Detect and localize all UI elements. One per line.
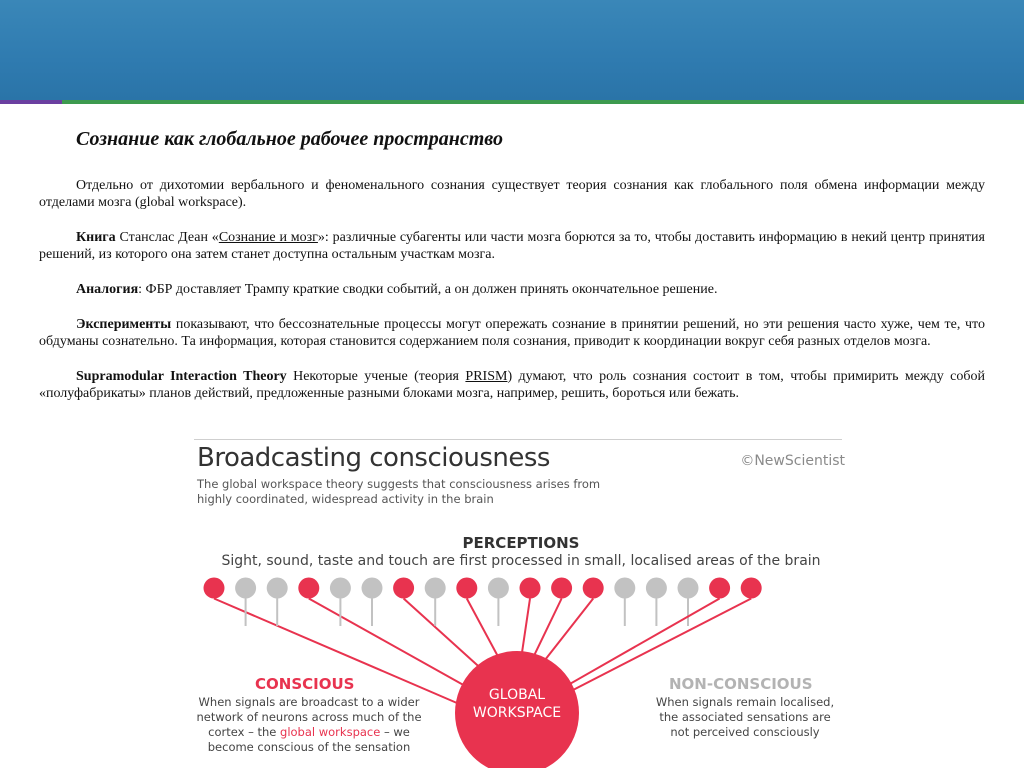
neuron-node-active — [551, 578, 572, 599]
conscious-desc-post: – we become conscious of the sensation — [207, 725, 411, 754]
neuron-node-inactive — [267, 578, 288, 599]
header-stripe — [0, 100, 1024, 104]
analogy-label: Аналогия — [76, 282, 139, 297]
paragraph-book — [39, 229, 985, 263]
perceptions-title: PERCEPTIONS — [462, 534, 580, 552]
neuron-node-inactive — [235, 578, 256, 599]
neuron-node-active — [204, 578, 225, 599]
neuron-node-active — [520, 578, 541, 599]
workspace-line1: GLOBAL — [488, 687, 546, 703]
neuron-node-inactive — [488, 578, 509, 599]
workspace-line2: WORKSPACE — [472, 705, 562, 721]
prism-pre: Некоторые ученые (теория — [286, 369, 466, 384]
paragraph-analogy — [39, 281, 985, 298]
slide-title: Сознание как глобальное рабочее пространство — [76, 128, 503, 150]
figure-brand: ©NewScientist — [740, 453, 845, 469]
header-banner — [0, 0, 1024, 100]
paragraph-experiments — [39, 316, 985, 350]
global-workspace-label — [467, 686, 567, 722]
experiments-text: показывают, что бессознательные процессы могут опережать сознание в принятии решений, но эти решения часто хуже, чем те, что обдуманы сознательно. Та информация, которая становится содержанием поля сознания, приводит к координации вокруг себя разных отделов мозга. — [39, 317, 985, 349]
neuron-nodes — [204, 578, 762, 599]
nonconscious-description: When signals remain localised, the associated sensations are not perceived consciously — [655, 695, 835, 739]
figure-subtitle: The global workspace theory suggests that consciousness arises from highly coordinated, widespread activity in the brain — [197, 477, 601, 506]
neuron-node-inactive — [646, 578, 667, 599]
book-label: Книга — [76, 230, 116, 245]
perceptions-subtitle: Sight, sound, taste and touch are first processed in small, localised areas of the brain — [221, 553, 821, 569]
prism-label: Supramodular Interaction Theory — [76, 369, 287, 384]
figure-title: Broadcasting consciousness — [197, 443, 550, 473]
book-post: »: различные субагенты или части мозга борются за то, чтобы доставить информацию в некий центр принятия решений, из которого она затем станет доступна остальным участкам мозга. — [39, 230, 985, 262]
conscious-desc-pre: When signals are broadcast to a wider network of neurons across much of the cortex – the — [196, 695, 422, 739]
paragraph-prism — [39, 368, 985, 402]
neuron-node-active — [583, 578, 604, 599]
neuron-node-active — [456, 578, 477, 599]
neuron-node-inactive — [362, 578, 383, 599]
prism-post: ) думают, что роль сознания состоит в том, чтобы примирить между собой «полуфабрикаты» планов действий, предложенные разными блоками мозга, например, решить, бороться или бежать. — [39, 369, 985, 401]
broadcasting-figure — [189, 437, 853, 768]
experiments-label: Эксперименты — [76, 317, 172, 332]
neuron-node-active — [393, 578, 414, 599]
book-pre: Станслас Деан « — [115, 230, 219, 245]
neuron-node-inactive — [678, 578, 699, 599]
neuron-node-inactive — [425, 578, 446, 599]
neuron-node-active — [298, 578, 319, 599]
analogy-text: : ФБР доставляет Трампу краткие сводки событий, а он должен принять окончательное решение. — [138, 282, 718, 297]
conscious-desc-highlight: global workspace — [280, 725, 381, 739]
prism-link[interactable]: PRISM — [465, 369, 508, 384]
neuron-node-active — [709, 578, 730, 599]
neuron-node-inactive — [614, 578, 635, 599]
header-stripe-accent — [0, 100, 62, 104]
slide-content — [39, 128, 985, 420]
neuron-node-active — [741, 578, 762, 599]
paragraph-intro: Отдельно от дихотомии вербального и феноменального сознания существует теория сознания как глобального поля обмена информации между отделами мозга (global workspace). — [39, 178, 985, 210]
conscious-title: CONSCIOUS — [255, 675, 355, 693]
book-link[interactable]: Сознание и мозг — [218, 230, 318, 245]
nonconscious-title: NON-CONSCIOUS — [669, 675, 813, 693]
conscious-description — [189, 695, 429, 755]
neuron-node-inactive — [330, 578, 351, 599]
